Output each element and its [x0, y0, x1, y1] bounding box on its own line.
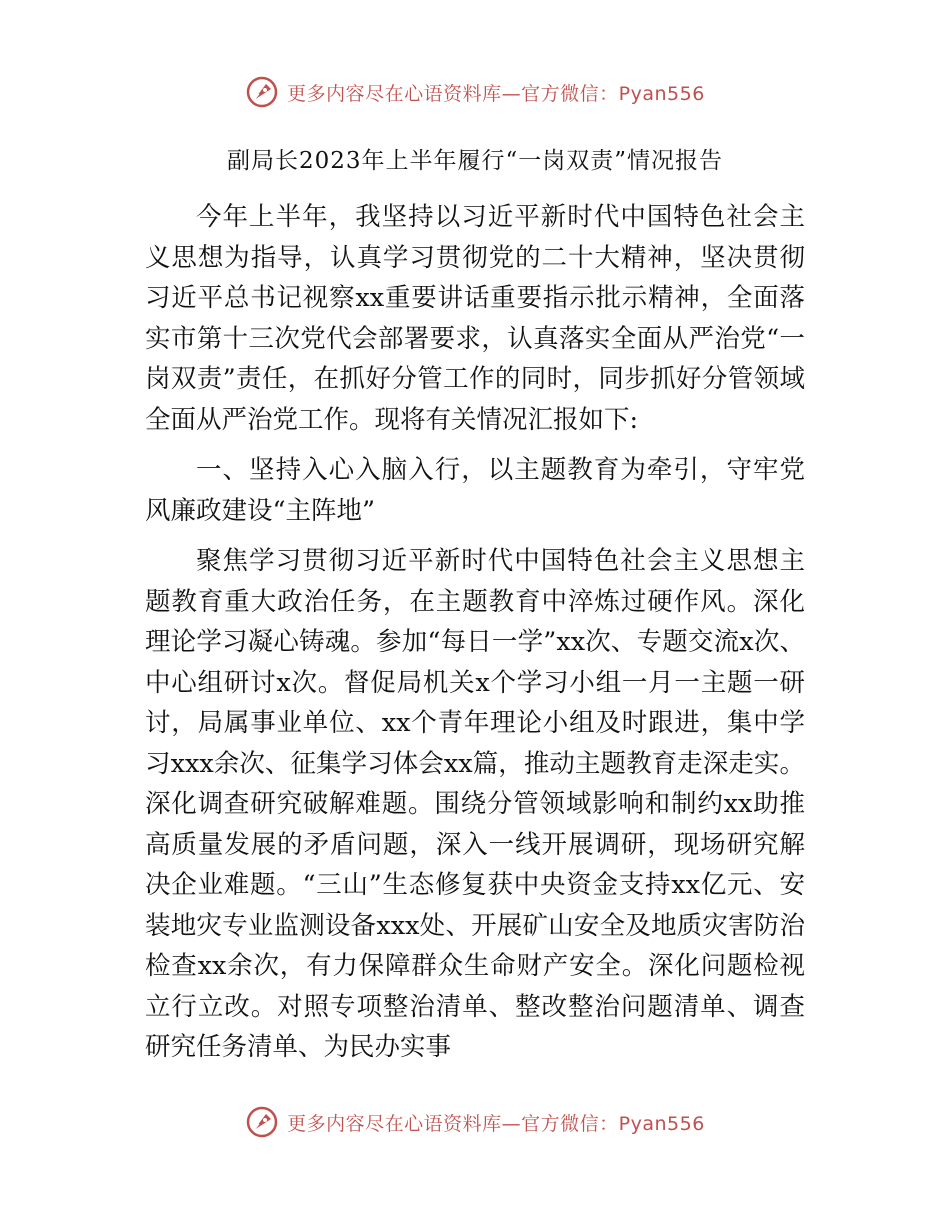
document-title: 副局长2023年上半年履行“一岗双责”情况报告 [226, 148, 724, 174]
intro-paragraph: 今年上半年，我坚持以习近平新时代中国特色社会主义思想为指导，认真学习贯彻党的二十大精神，坚决贯彻习近平总书记视察xx重要讲话重要指示批示精神，全面落实市第十三次党代会部署要求，认真落实全面从严治党“一岗双责”责任，在抓好分管工作的同时，同步抓好分管领域全面从严治党工作。现将有关情况汇报如下: [145, 202, 805, 435]
header-watermark-banner [0, 72, 950, 112]
footer-watermark-banner [0, 1102, 950, 1142]
pen-nib-logo-icon [245, 1105, 279, 1139]
section-one-paragraph: 聚焦学习贯彻习近平新时代中国特色社会主义思想主题教育重大政治任务，在主题教育中淬炼过硬作风。深化理论学习凝心铸魂。参加“每日一学”xx次、专题交流x次、中心组研讨x次。督促局机关x个学习小组一月一主题一研讨，局属事业单位、xx个青年理论小组及时跟进，集中学习xxx余次、征集学习体会xx篇，推动主题教育走深走实。深化调查研究破解难题。围绕分管领域影响和制约xx助推高质量发展的矛盾问题，深入一线开展调研，现场研究解决企业难题。“三山”生态修复获中央资金支持xx亿元、安装地灾专业监测设备xxx处、开展矿山安全及地质灾害防治检查xx余次，有力保障群众生命财产安全。深化问题检视立行立改。对照专项整治清单、整改整治问题清单、调查研究任务清单、为民办实事 [145, 546, 805, 1062]
footer-banner-text: 更多内容尽在心语资料库—官方微信：Pyan556 [287, 1112, 705, 1135]
header-banner-text: 更多内容尽在心语资料库—官方微信：Pyan556 [287, 82, 705, 105]
document-body [145, 197, 805, 1068]
section-one-heading: 一、坚持入心入脑入行，以主题教育为牵引，守牢党风廉政建设“主阵地” [145, 455, 805, 526]
pen-nib-logo-icon [245, 75, 279, 109]
